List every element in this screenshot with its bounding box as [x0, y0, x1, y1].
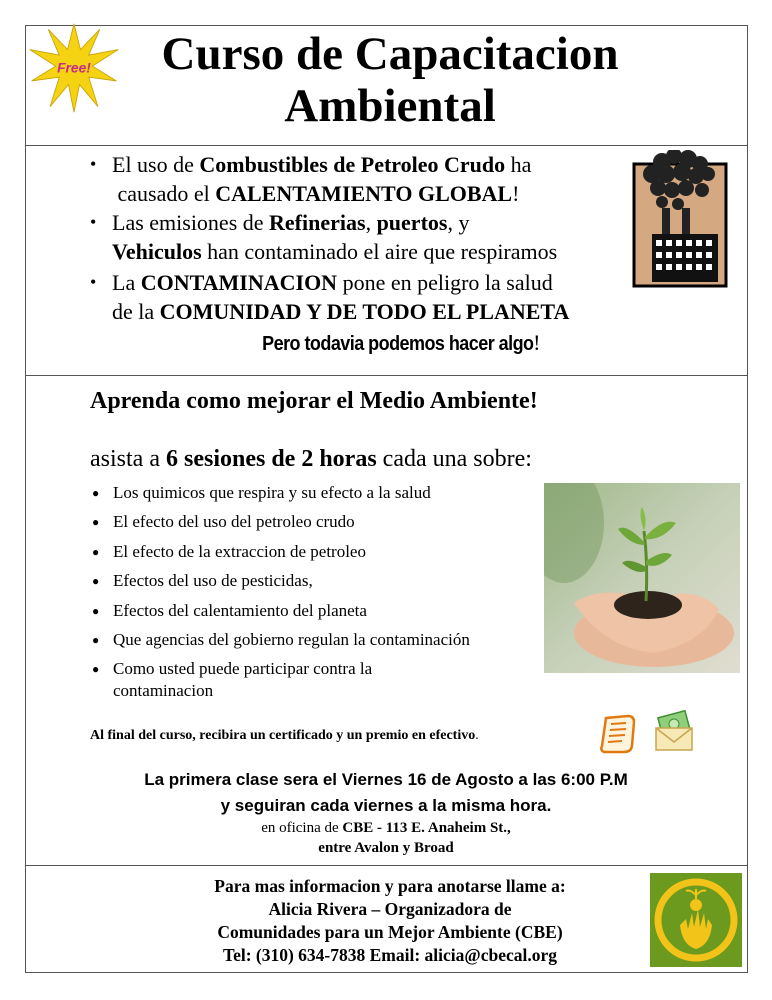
problem-text: Combustibles de Petroleo Crudo	[199, 152, 506, 177]
certificate-scroll-icon	[598, 712, 640, 754]
title-line-2: Ambiental	[284, 80, 496, 132]
contact-line-3: Comunidades para un Mejor Ambiente (CBE)	[217, 922, 563, 942]
location-address: CBE - 113 E. Anaheim St.,	[342, 820, 511, 836]
cbe-logo-icon	[650, 873, 742, 967]
problem-line	[90, 297, 650, 326]
learn-heading: Aprenda como mejorar el Medio Ambiente!	[90, 388, 538, 414]
attend-sessions: 6 sesiones de 2 horas	[165, 446, 377, 472]
impact-suffix: !	[533, 330, 541, 355]
bullet-dot: •	[90, 212, 97, 232]
problem-text: Refinerias	[269, 210, 366, 235]
certificate-note	[90, 728, 479, 744]
location-line-1	[0, 820, 772, 837]
topic-list	[90, 482, 550, 710]
problem-line	[90, 179, 650, 208]
certificate-suffix: .	[475, 728, 479, 743]
problem-item	[90, 208, 650, 266]
problem-text: CONTAMINACION	[140, 270, 338, 295]
topic-item: ● El efecto de la extraccion de petroleo	[90, 541, 550, 563]
problem-text: La	[112, 270, 141, 295]
problem-text: , y	[447, 210, 470, 235]
attend-suffix: cada una sobre:	[376, 446, 532, 472]
problem-line	[90, 237, 650, 266]
location-prefix: en oficina de	[261, 820, 343, 836]
problem-text: de la	[112, 299, 160, 324]
attend-line	[90, 446, 532, 473]
impact-text: Pero todavia podemos hacer algo	[261, 333, 534, 355]
title-line-1: Curso de Capacitacion	[161, 28, 619, 80]
attend-prefix: asista a	[90, 446, 166, 472]
topic-item: ● Efectos del uso de pesticidas,	[90, 570, 550, 592]
problem-text: COMUNIDAD Y DE TODO EL PLANETA	[159, 299, 570, 324]
divider-2	[25, 375, 748, 376]
cash-envelope-icon	[652, 710, 696, 754]
schedule-line-2: y seguiran cada viernes a la misma hora.	[220, 796, 552, 815]
problem-line	[90, 208, 650, 237]
schedule-line-1: La primera clase sera el Viernes 16 de Agosto a las 6:00 P.M	[144, 770, 628, 789]
contact-line-2: Alicia Rivera – Organizadora de	[268, 899, 512, 919]
contact-line-1: Para mas informacion y para anotarse llame a:	[214, 876, 566, 896]
problem-text: pone en peligro la salud	[337, 270, 553, 295]
divider-1	[25, 145, 748, 146]
problem-line	[90, 150, 650, 179]
problem-text: !	[512, 181, 520, 206]
contact-line-4: Tel: (310) 634-7838 Email: alicia@cbecal.org	[223, 945, 557, 965]
problem-text: Vehiculos	[112, 239, 202, 264]
bullet-dot: •	[90, 272, 97, 292]
topic-item: ● Que agencias del gobierno regulan la contaminación	[90, 629, 550, 651]
problem-text: han contaminado el aire que respiramos	[201, 239, 558, 264]
problem-line	[90, 268, 650, 297]
problem-text: CALENTAMIENTO GLOBAL	[215, 181, 513, 206]
location-line-2: entre Avalon y Broad	[318, 840, 454, 856]
factory-pollution-icon	[632, 150, 728, 290]
free-badge-text: Free!	[57, 60, 91, 76]
problem-text: El uso de	[112, 152, 200, 177]
problem-text: ha	[505, 152, 532, 177]
certificate-text: Al final del curso, recibira un certificado y un premio en efectivo	[90, 728, 476, 743]
problem-item	[90, 268, 650, 326]
topic-item: ● El efecto del uso del petroleo crudo	[90, 511, 550, 533]
topic-item: ● Efectos del calentamiento del planeta	[90, 600, 550, 622]
page-title	[120, 28, 660, 132]
free-starburst-icon	[28, 22, 120, 114]
problem-item	[90, 150, 650, 208]
problem-text: ,	[365, 210, 377, 235]
problem-text: puertos	[376, 210, 448, 235]
bullet-dot: •	[90, 154, 97, 174]
divider-3	[25, 865, 748, 866]
topic-item: ● Los quimicos que respira y su efecto a la salud	[90, 482, 550, 504]
seedling-hands-photo	[544, 483, 740, 673]
impact-statement	[0, 330, 772, 356]
problem-text: Las emisiones de	[112, 210, 270, 235]
problem-text: causado el	[112, 181, 216, 206]
topic-item: ● Como usted puede participar contra la contaminacion	[90, 658, 433, 702]
